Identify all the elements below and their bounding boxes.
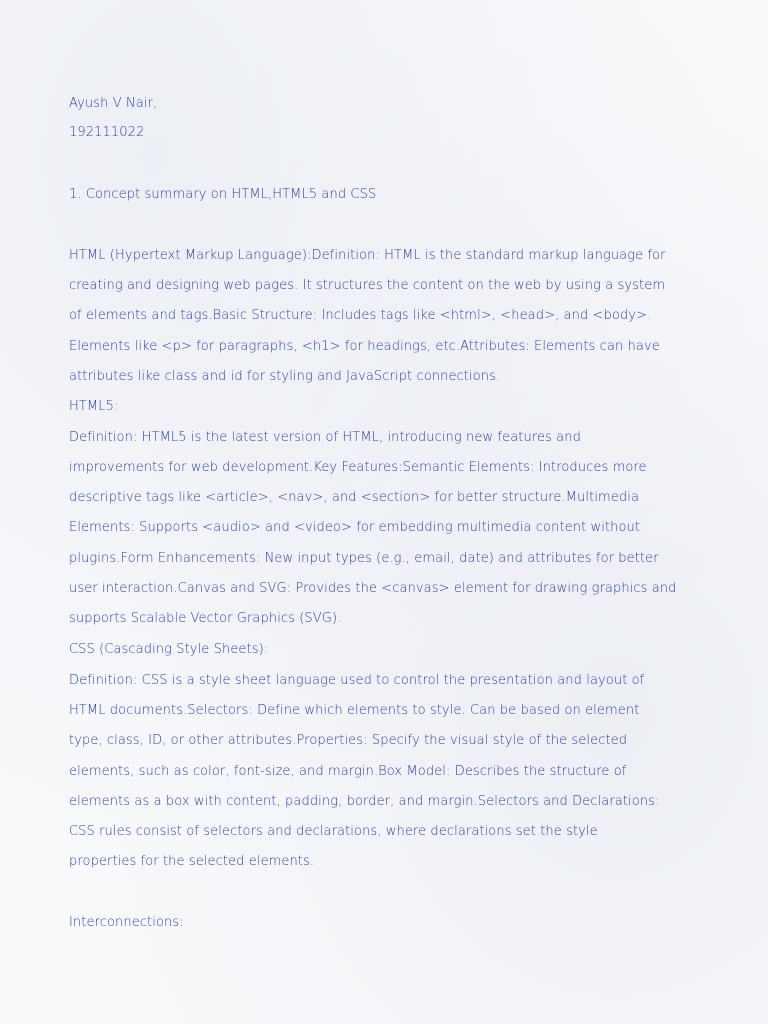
author-name: Ayush V Nair, bbox=[69, 96, 158, 111]
css-heading: CSS (Cascading Style Sheets): bbox=[69, 642, 269, 657]
html-text-line: creating and designing web pages. It structures the content on the web by using a system bbox=[69, 278, 666, 293]
css-text-line: elements as a box with content, padding, border, and margin.Selectors and Declarations: bbox=[69, 794, 660, 809]
css-text-line: CSS rules consist of selectors and declarations, where declarations set the style bbox=[69, 824, 598, 839]
roll-number: 192111022 bbox=[69, 125, 145, 140]
css-text-line: properties for the selected elements. bbox=[69, 854, 315, 869]
html5-text-line: improvements for web development.Key Features:Semantic Elements: Introduces more bbox=[69, 460, 647, 475]
html5-text-line: Definition: HTML5 is the latest version of HTML, introducing new features and bbox=[69, 430, 581, 445]
html-text-line: Elements like <p> for paragraphs, <h1> for headings, etc.Attributes: Elements can have bbox=[69, 339, 660, 354]
css-text-line: Definition: CSS is a style sheet language used to control the presentation and layout of bbox=[69, 673, 645, 688]
css-text-line: type, class, ID, or other attributes.Properties: Specify the visual style of the selected bbox=[69, 733, 628, 748]
html5-text-line: supports Scalable Vector Graphics (SVG). bbox=[69, 611, 342, 626]
html-text-line: of elements and tags.Basic Structure: Includes tags like <html>, <head>, and <body>. bbox=[69, 308, 652, 323]
css-text-line: HTML documents.Selectors: Define which elements to style. Can be based on element bbox=[69, 703, 640, 718]
html5-text-line: Elements: Supports <audio> and <video> for embedding multimedia content without bbox=[69, 520, 641, 535]
html5-heading: HTML5: bbox=[69, 399, 119, 414]
html5-text-line: user interaction.Canvas and SVG: Provides the <canvas> element for drawing graphics and bbox=[69, 581, 677, 596]
css-text-line: elements, such as color, font-size, and margin.Box Model: Describes the structure of bbox=[69, 764, 627, 779]
interconnections-heading: Interconnections: bbox=[69, 915, 184, 930]
html-text-line: HTML (Hypertext Markup Language):Definition: HTML is the standard markup language for bbox=[69, 248, 666, 263]
section-title: 1. Concept summary on HTML,HTML5 and CSS bbox=[69, 187, 377, 202]
html5-text-line: descriptive tags like <article>, <nav>, and <section> for better structure.Multimedia bbox=[69, 490, 640, 505]
html-text-line: attributes like class and id for styling and JavaScript connections. bbox=[69, 369, 501, 384]
html5-text-line: plugins.Form Enhancements: New input types (e.g., email, date) and attributes for better bbox=[69, 551, 659, 566]
